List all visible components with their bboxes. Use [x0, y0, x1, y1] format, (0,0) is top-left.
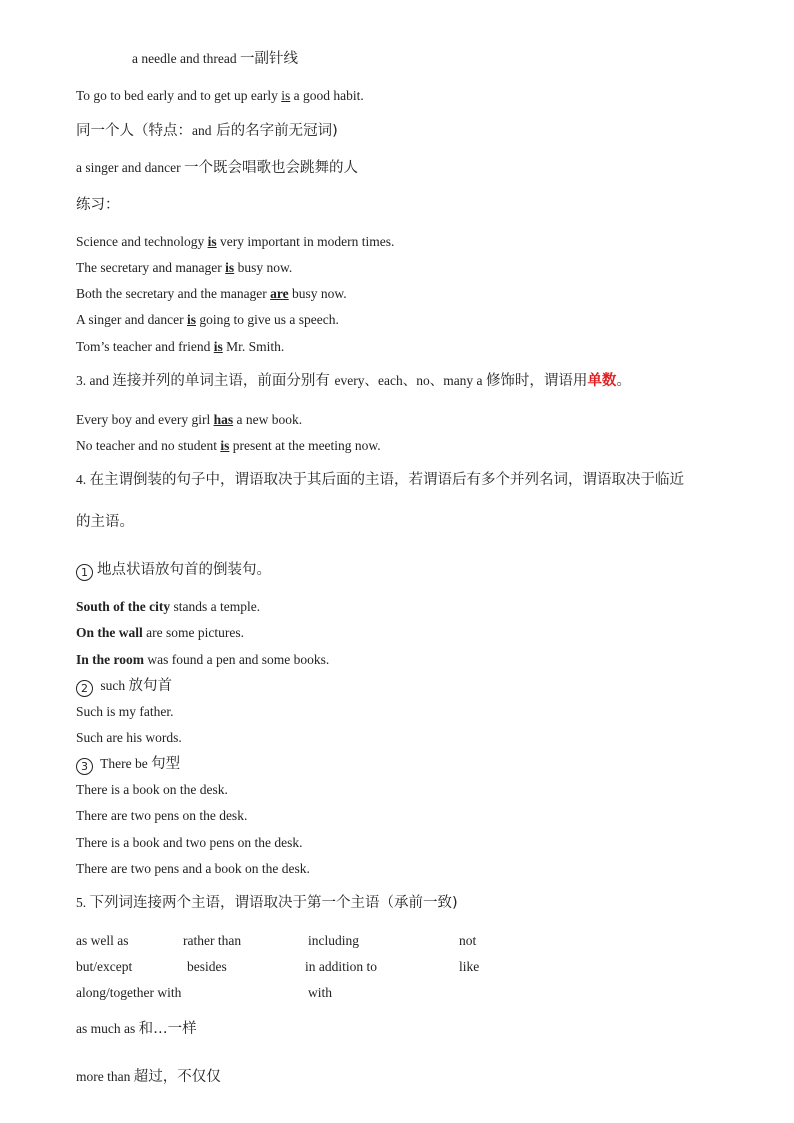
table-cell: rather than: [183, 933, 242, 948]
inversion-example-1: South of the city stands a temple.: [76, 599, 261, 614]
rule-4-sub-2: 2 such 放句首: [76, 677, 172, 697]
practice-sentence-3: Both the secretary and the manager are busy now.: [76, 286, 347, 301]
table-cell: including: [308, 933, 359, 948]
line-singer-dancer: a singer and dancer 一个既会唱歌也会跳舞的人: [76, 160, 358, 176]
table-cell: besides: [187, 959, 227, 974]
rule-4-sub-3: 3 There be 句型: [76, 755, 180, 775]
more-than-line: more than 超过，不仅仅: [76, 1069, 221, 1085]
heading-practice: 练习：: [76, 197, 120, 213]
practice-sentence-2: The secretary and manager is busy now.: [76, 260, 293, 275]
rule-4-sub-1: 1 地点状语放句首的倒装句。: [76, 561, 271, 581]
such-example-1: Such is my father.: [76, 704, 174, 719]
rule-3-example-1: Every boy and every girl has a new book.: [76, 412, 303, 427]
rule-3-example-2: No teacher and no student is present at the meeting now.: [76, 438, 381, 453]
table-cell: but/except: [76, 959, 133, 974]
rule-3-heading: 3. and 连接并列的单词主语，前面分别有 every、each、no、many a 修饰时，谓语用单数。: [76, 373, 631, 389]
table-cell: with: [308, 985, 333, 1000]
line-habit: To go to bed early and to get up early is a good habit.: [76, 88, 364, 103]
circled-number-2: 2: [76, 680, 93, 697]
line-needle-thread: a needle and thread 一副针线: [132, 51, 298, 67]
there-be-example-1: There is a book on the desk.: [76, 782, 228, 797]
table-cell: along/together with: [76, 985, 182, 1000]
practice-sentence-1: Science and technology is very important in modern times.: [76, 234, 395, 249]
practice-sentence-4: A singer and dancer is going to give us a speech.: [76, 312, 339, 327]
there-be-example-2: There are two pens on the desk.: [76, 808, 248, 823]
such-example-2: Such are his words.: [76, 730, 182, 745]
table-cell: like: [459, 959, 480, 974]
table-cell: not: [459, 933, 477, 948]
rule-4-heading: 4. 在主谓倒装的句子中，谓语取决于其后面的主语，若谓语后有多个并列名词，谓语取决于临近: [76, 472, 684, 488]
circled-number-3: 3: [76, 758, 93, 775]
heading-same-person: 同一个人（特点：and 后的名字前无冠词): [76, 123, 338, 139]
inversion-example-3: In the room was found a pen and some books.: [76, 652, 330, 667]
table-cell: as well as: [76, 933, 129, 948]
there-be-example-4: There are two pens and a book on the desk.: [76, 861, 310, 876]
rule-5-heading: 5. 下列词连接两个主语，谓语取决于第一个主语（承前一致): [76, 895, 458, 911]
practice-sentence-5: Tom’s teacher and friend is Mr. Smith.: [76, 339, 285, 354]
rule-4-heading-cont: 的主语。: [76, 514, 134, 530]
there-be-example-3: There is a book and two pens on the desk.: [76, 835, 303, 850]
circled-number-1: 1: [76, 564, 93, 581]
inversion-example-2: On the wall are some pictures.: [76, 625, 244, 640]
table-cell: in addition to: [305, 959, 377, 974]
as-much-as-line: as much as 和…一样: [76, 1021, 197, 1037]
